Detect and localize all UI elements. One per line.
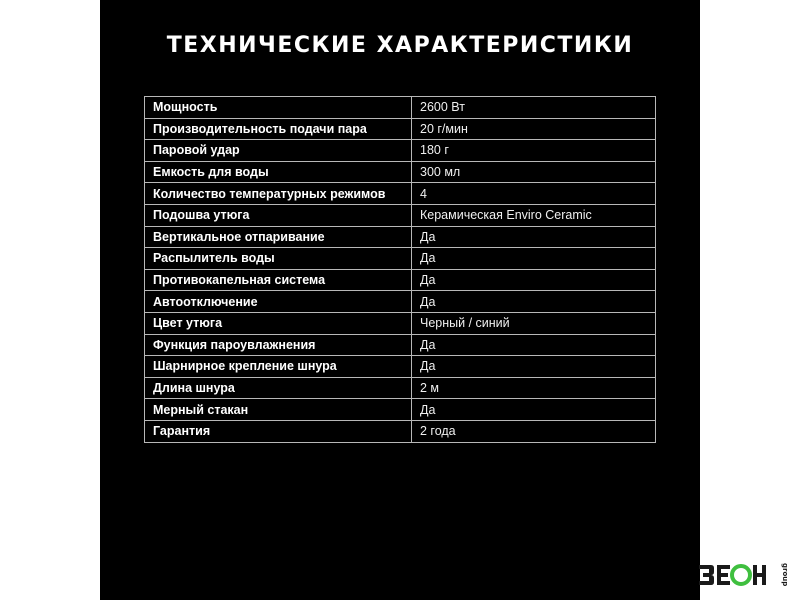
spec-label: Мерный стакан <box>145 399 412 421</box>
spec-label: Длина шнура <box>145 377 412 399</box>
spec-row <box>145 204 656 226</box>
page-title: ТЕХНИЧЕСКИЕ ХАРАКТЕРИСТИКИ <box>166 33 634 58</box>
spec-value: 4 <box>412 183 656 205</box>
spec-row <box>145 269 656 291</box>
spec-label: Количество температурных режимов <box>145 183 412 205</box>
spec-value: 2 года <box>412 420 656 442</box>
zeon-logo-icon <box>698 560 780 590</box>
spec-row <box>145 334 656 356</box>
spec-value: Керамическая Enviro Ceramic <box>412 204 656 226</box>
spec-value: 2 м <box>412 377 656 399</box>
spec-value: Да <box>412 248 656 270</box>
logo-side-text: group <box>781 563 789 587</box>
spec-row <box>145 399 656 421</box>
spec-label: Гарантия <box>145 420 412 442</box>
spec-value: 20 г/мин <box>412 118 656 140</box>
spec-label: Подошва утюга <box>145 204 412 226</box>
spec-panel <box>100 0 700 600</box>
spec-row <box>145 140 656 162</box>
spec-value: 180 г <box>412 140 656 162</box>
spec-label: Вертикальное отпаривание <box>145 226 412 248</box>
spec-label: Распылитель воды <box>145 248 412 270</box>
spec-row <box>145 291 656 313</box>
spec-value: Да <box>412 226 656 248</box>
spec-label: Цвет утюга <box>145 312 412 334</box>
spec-row <box>145 312 656 334</box>
spec-row <box>145 118 656 140</box>
spec-row <box>145 183 656 205</box>
spec-value: Черный / синий <box>412 312 656 334</box>
spec-value: 300 мл <box>412 161 656 183</box>
spec-row <box>145 97 656 119</box>
spec-label: Мощность <box>145 97 412 119</box>
spec-table <box>144 96 656 443</box>
spec-label: Производительность подачи пара <box>145 118 412 140</box>
spec-label: Функция пароувлажнения <box>145 334 412 356</box>
spec-label: Емкость для воды <box>145 161 412 183</box>
spec-label: Автоотключение <box>145 291 412 313</box>
spec-row <box>145 248 656 270</box>
spec-row <box>145 356 656 378</box>
spec-label: Шарнирное крепление шнура <box>145 356 412 378</box>
spec-row <box>145 226 656 248</box>
spec-value: Да <box>412 334 656 356</box>
spec-label: Противокапельная система <box>145 269 412 291</box>
spec-row <box>145 377 656 399</box>
spec-value: Да <box>412 356 656 378</box>
spec-row <box>145 161 656 183</box>
spec-value: Да <box>412 291 656 313</box>
spec-row <box>145 420 656 442</box>
spec-value: 2600 Вт <box>412 97 656 119</box>
brand-logo <box>698 560 788 590</box>
spec-value: Да <box>412 269 656 291</box>
spec-table-body <box>145 97 656 443</box>
spec-value: Да <box>412 399 656 421</box>
spec-label: Паровой удар <box>145 140 412 162</box>
